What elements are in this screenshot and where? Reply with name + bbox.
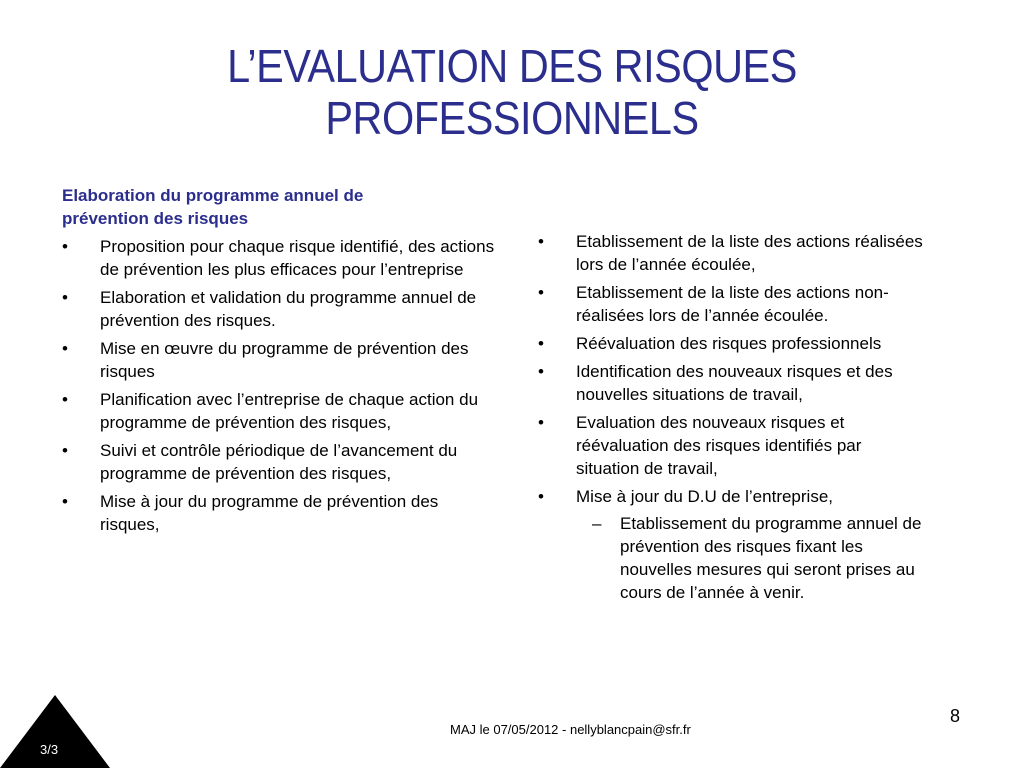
page-number: 8 (950, 706, 961, 726)
list-item (538, 230, 928, 276)
left-subheading-line-2: prévention des risques (62, 209, 249, 228)
footer-text: MAJ le 07/05/2012 - nellyblancpain@sfr.fr (450, 722, 691, 737)
list-item (62, 388, 502, 434)
list-item-text: Mise en œuvre du programme de prévention des risques (100, 339, 469, 381)
bullet-marker: • (62, 441, 68, 460)
list-item-text: Suivi et contrôle périodique de l’avancement du programme de prévention des risques, (100, 441, 458, 483)
list-item (62, 439, 502, 485)
sub-bullet-list (576, 512, 928, 604)
left-subheading (62, 184, 502, 230)
list-item (538, 485, 928, 604)
list-item (62, 337, 502, 383)
list-item (62, 286, 502, 332)
list-item (62, 490, 502, 536)
dash-marker: – (592, 514, 602, 533)
corner-triangle-shape (0, 695, 110, 768)
sub-list-item-text: Etablissement du programme annuel de prévention des risques fixant les nouvelles mesures qui seront prises au cours de l’année à venir. (620, 514, 922, 602)
slide-title-line-2: PROFESSIONNELS (325, 92, 699, 144)
slide-title-line-1: L’EVALUATION DES RISQUES (227, 40, 797, 92)
bullet-marker: • (538, 413, 544, 432)
right-bullet-list (538, 230, 928, 604)
list-item-text: Elaboration et validation du programme annuel de prévention des risques. (100, 288, 477, 330)
bullet-marker: • (62, 237, 68, 256)
list-item (538, 332, 928, 355)
sub-list-item (576, 512, 928, 604)
bullet-marker: • (538, 362, 544, 381)
bullet-marker: • (538, 487, 544, 506)
list-item-text: Proposition pour chaque risque identifié, des actions de prévention les plus efficaces pour l’entreprise (100, 237, 495, 279)
bullet-marker: • (538, 334, 544, 353)
list-item (538, 360, 928, 406)
list-item-text: Etablissement de la liste des actions réalisées lors de l’année écoulée, (576, 232, 923, 274)
list-item-text: Evaluation des nouveaux risques et réévaluation des risques identifiés par situation de travail, (576, 413, 862, 478)
list-item-text: Réévaluation des risques professionnels (576, 334, 882, 353)
list-item-text: Etablissement de la liste des actions non-réalisées lors de l’année écoulée. (576, 283, 889, 325)
slide-counter: 3/3 (40, 742, 59, 757)
list-item-text: Identification des nouveaux risques et des nouvelles situations de travail, (576, 362, 893, 404)
bullet-marker: • (62, 339, 68, 358)
left-bullet-list (62, 235, 502, 536)
list-item-text: Mise à jour du D.U de l’entreprise, (576, 487, 834, 506)
list-item (538, 411, 928, 480)
bullet-marker: • (62, 492, 68, 511)
bullet-marker: • (538, 232, 544, 251)
list-item-text: Mise à jour du programme de prévention des risques, (100, 492, 439, 534)
list-item (538, 281, 928, 327)
right-column (538, 230, 928, 609)
bullet-marker: • (62, 390, 68, 409)
bullet-marker: • (62, 288, 68, 307)
list-item-text: Planification avec l’entreprise de chaque action du programme de prévention des risques, (100, 390, 479, 432)
left-column (62, 184, 502, 541)
slide-title (186, 40, 838, 144)
left-subheading-line-1: Elaboration du programme annuel de (62, 186, 364, 205)
list-item (62, 235, 502, 281)
bullet-marker: • (538, 283, 544, 302)
